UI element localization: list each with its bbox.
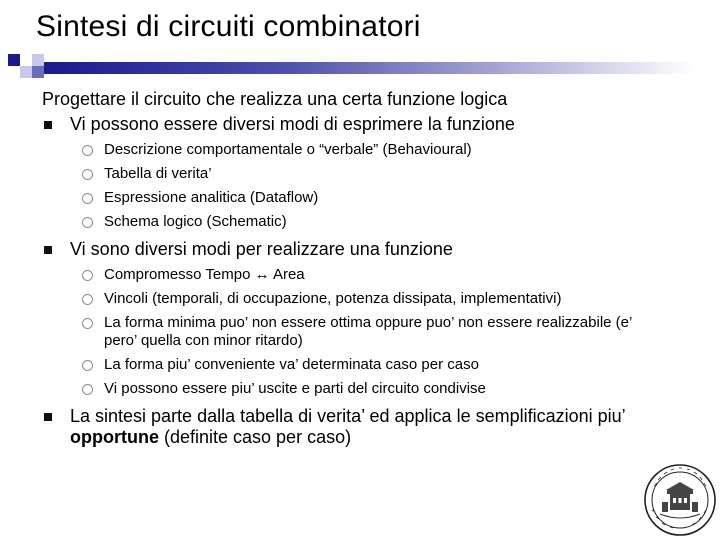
intro-text: Progettare il circuito che realizza una certa funzione logica (42, 89, 508, 109)
sub-bullet-point: Descrizione comportamentale o “verbale” (Behavioural) (42, 141, 700, 159)
circle-bullet-icon (82, 360, 93, 371)
circle-bullet-icon (82, 145, 93, 156)
circle-bullet-icon (82, 169, 93, 180)
sub-bullet-point: La forma piu’ conveniente va’ determinata caso per caso (42, 356, 700, 374)
square-bullet-icon (44, 413, 52, 421)
university-seal-icon (640, 460, 720, 538)
sub-bullet-point: Espressione analitica (Dataflow) (42, 189, 700, 207)
sub-bullet-point: Vi possono essere piu’ uscite e parti del circuito condivise (42, 380, 700, 398)
circle-bullet-icon (82, 294, 93, 305)
slide-body (42, 88, 700, 448)
circle-bullet-icon (82, 270, 93, 281)
circle-bullet-icon (82, 193, 93, 204)
circle-bullet-icon (82, 217, 93, 228)
bullet-point: Vi sono diversi modi per realizzare una funzione (42, 239, 700, 260)
sub-bullet-point: Vincoli (temporali, di occupazione, potenza dissipata, implementativi) (42, 290, 700, 308)
circle-bullet-icon (82, 384, 93, 395)
sub-bullet-point: Schema logico (Schematic) (42, 213, 700, 231)
sub-bullet-point: La forma minima puo’ non essere ottima oppure puo’ non essere realizzabile (e’ pero’ quella con minor ritardo) (42, 314, 700, 350)
square-bullet-icon (44, 246, 52, 254)
slide-title: Sintesi di circuiti combinatori (36, 10, 421, 43)
sub-bullet-point: Tabella di verita’ (42, 165, 700, 183)
circle-bullet-icon (82, 318, 93, 329)
square-bullet-icon (44, 121, 52, 129)
sub-bullet-point: Compromesso Tempo ↔ Area (42, 266, 700, 284)
title-underline-bar (44, 62, 696, 74)
bullet-point: Vi possono essere diversi modi di esprimere la funzione (42, 114, 700, 135)
bullet-point: La sintesi parte dalla tabella di verita’ ed applica le semplificazioni piu’ opportune (definite caso per caso) (42, 406, 700, 448)
